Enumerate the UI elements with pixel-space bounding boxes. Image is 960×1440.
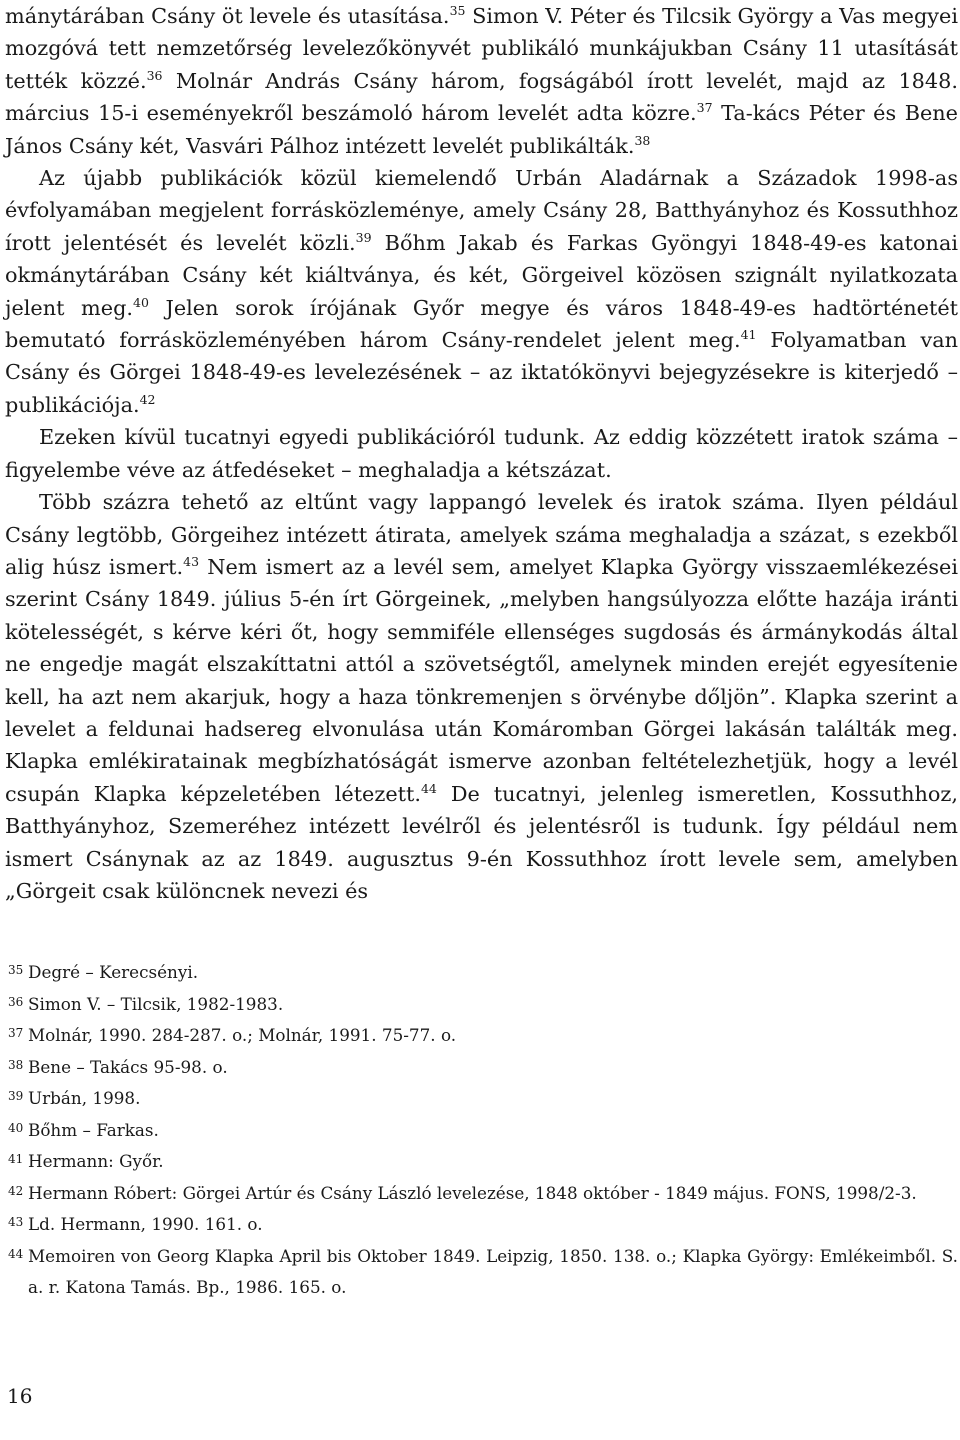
footnote-text: Memoiren von Georg Klapka April bis Oktober 1849. Leipzig, 1850. 138. o.; Klapka György: Emlékeimből. S. a. r. Katona Tamás. Bp., 1986. 165. o.: [28, 1245, 958, 1297]
paragraph-text: Ta-kács Péter és Bene János Csány két, Vasvári Pálhoz intézett levelét publikálták.: [5, 101, 958, 158]
footnote-ref-38[interactable]: 38: [634, 132, 651, 148]
footnote-text: Urbán, 1998.: [28, 1088, 141, 1108]
footnote-number: 38: [8, 1057, 24, 1072]
footnote: [8, 1146, 958, 1178]
paragraph-text: mánytárában Csány öt levele és utasítása.: [5, 4, 450, 28]
footnote-text: Hermann Róbert: Görgei Artúr és Csány László levelezése, 1848 október - 1849 május. FONS, 1998/2-3.: [28, 1182, 917, 1203]
paragraph-text: Bőhm Jakab és Farkas Gyöngyi 1848-49-es katonai okmánytárában Csány két kiáltványa, és két, Görgeivel közösen szignált nyilatkozata jelent meg.: [5, 230, 958, 320]
paragraph-text: Az újabb publikációk közül kiemelendő Urbán Aladárnak a Századok 1998-as évfolyamában megjelent forrásközleménye, amely Csány 28, Batthyányhoz és Kossuthhoz írott jelentését és levelét közli.: [5, 166, 958, 255]
footnote-number: 43: [8, 1215, 24, 1229]
footnote-number: 40: [8, 1120, 24, 1135]
paragraph-text: Jelen sorok írójának Győr megye és város 1848-49-es hadtörténetét bemutató forrásközleményében három Csány-rendelet jelent meg.: [5, 295, 958, 353]
footnote-number: 36: [8, 994, 24, 1009]
footnote-ref-44[interactable]: 44: [420, 780, 437, 796]
footnote-number: 37: [8, 1026, 24, 1040]
footnote-ref-36[interactable]: 36: [146, 67, 163, 83]
footnote-number: 41: [8, 1152, 24, 1166]
footnote-ref-43[interactable]: 43: [183, 553, 200, 569]
footnote-text: Hermann: Győr.: [28, 1151, 164, 1171]
paragraph-text: De tucatnyi, jelenleg ismeretlen, Kossuthhoz, Batthyányhoz, Szemeréhez intézett levélről és jelentésről is tudunk. Így például nem ismert Csánynak az az 1849. augusztus 9-én Kossuthhoz írott levele sem, amelyben „Görgeit csak különcnek nevezi és: [5, 781, 958, 903]
footnote-text: Bőhm – Farkas.: [28, 1119, 159, 1140]
footnote: [8, 1020, 958, 1052]
footnote-text: Bene – Takács 95-98. o.: [28, 1056, 228, 1077]
footnote-text: Molnár, 1990. 284-287. o.; Molnár, 1991. 75-77. o.: [28, 1025, 457, 1045]
paragraph-text: Molnár András Csány három, fogságából írott levelét, majd az 1848. március 15-i eseményekről beszámoló három levelét adta közre.: [5, 68, 958, 126]
paragraph-4: [5, 486, 958, 907]
footnote-ref-40[interactable]: 40: [133, 294, 149, 310]
footnote-number: 42: [8, 1183, 24, 1198]
paragraph-1: [5, 0, 958, 162]
footnote: [8, 1178, 958, 1210]
paragraph-text: Simon V. Péter és Tilcsik György a Vas megyei mozgóvá tett nemzetőrség levelezőkönyvét publikáló munkájukban Csány 11 utasítását tették közzé.: [5, 4, 958, 93]
paragraph-2: [5, 162, 958, 421]
paragraph-text: Ezeken kívül tucatnyi egyedi publikációról tudunk. Az eddig közzétett iratok száma – figyelembe véve az átfedéseket – meghaladja a kétszázat.: [5, 425, 958, 482]
footnote-ref-39[interactable]: 39: [355, 229, 372, 245]
footnote-ref-35[interactable]: 35: [449, 3, 466, 18]
paragraph-text: Nem ismert az a levél sem, amelyet Klapka György visszaemlékezései szerint Csány 1849. július 5-én írt Görgeinek, „melyben hangsúlyozza előtte hazája iránti kötelességét, s kérve kéri őt, hogy semmiféle ellenséges sugdosás és ármánykodás által ne engedje magát elszakíttatni attól a szövetségtől, amelynek minden erejét egyesítenie kell, ha azt nem akarjuk, hogy a haza tönkremenjen s örvénybe dőljön”. Klapka szerint a levelet a feldunai hadsereg elvonulása után Komáromban Görgei lakásán találták meg. Klapka emlékiratainak megbízhatóságát ismerve azonban feltételezhetjük, hogy a levél csupán Klapka képzeletében létezett.: [5, 554, 959, 806]
footnote-ref-41[interactable]: 41: [740, 327, 757, 343]
paragraph-text: Több százra tehető az eltűnt vagy lappangó levelek és iratok száma. Ilyen például Csány legtöbb, Görgeihez intézett átirata, amelyek száma meghaladja a százat, s ezekből alig húsz ismert.: [5, 490, 958, 579]
footnote: [8, 957, 958, 989]
footnotes: [8, 957, 958, 1304]
footnote-number: 39: [8, 1089, 24, 1103]
body-text: [5, 0, 958, 907]
footnote-text: Simon V. – Tilcsik, 1982-1983.: [28, 993, 284, 1014]
footnote-ref-42[interactable]: 42: [139, 391, 156, 407]
footnote-number: 44: [8, 1246, 24, 1261]
footnote-text: Degré – Kerecsényi.: [28, 962, 199, 982]
footnote-text: Ld. Hermann, 1990. 161. o.: [28, 1214, 263, 1234]
paragraph-text: Folyamatban van Csány és Görgei 1848-49-es levelezésének – az iktatókönyvi bejegyzésekre is kiterjedő – publikációja.: [5, 328, 958, 417]
footnote-number: 35: [8, 963, 24, 977]
paragraph-3: [5, 421, 958, 486]
page-number: 16: [7, 1384, 33, 1408]
footnote: [8, 1115, 958, 1147]
footnote: [8, 1209, 958, 1241]
footnote-ref-37[interactable]: 37: [696, 100, 713, 116]
footnote: [8, 989, 958, 1021]
footnote: [8, 1241, 958, 1304]
footnote: [8, 1052, 958, 1084]
footnote: [8, 1083, 958, 1115]
